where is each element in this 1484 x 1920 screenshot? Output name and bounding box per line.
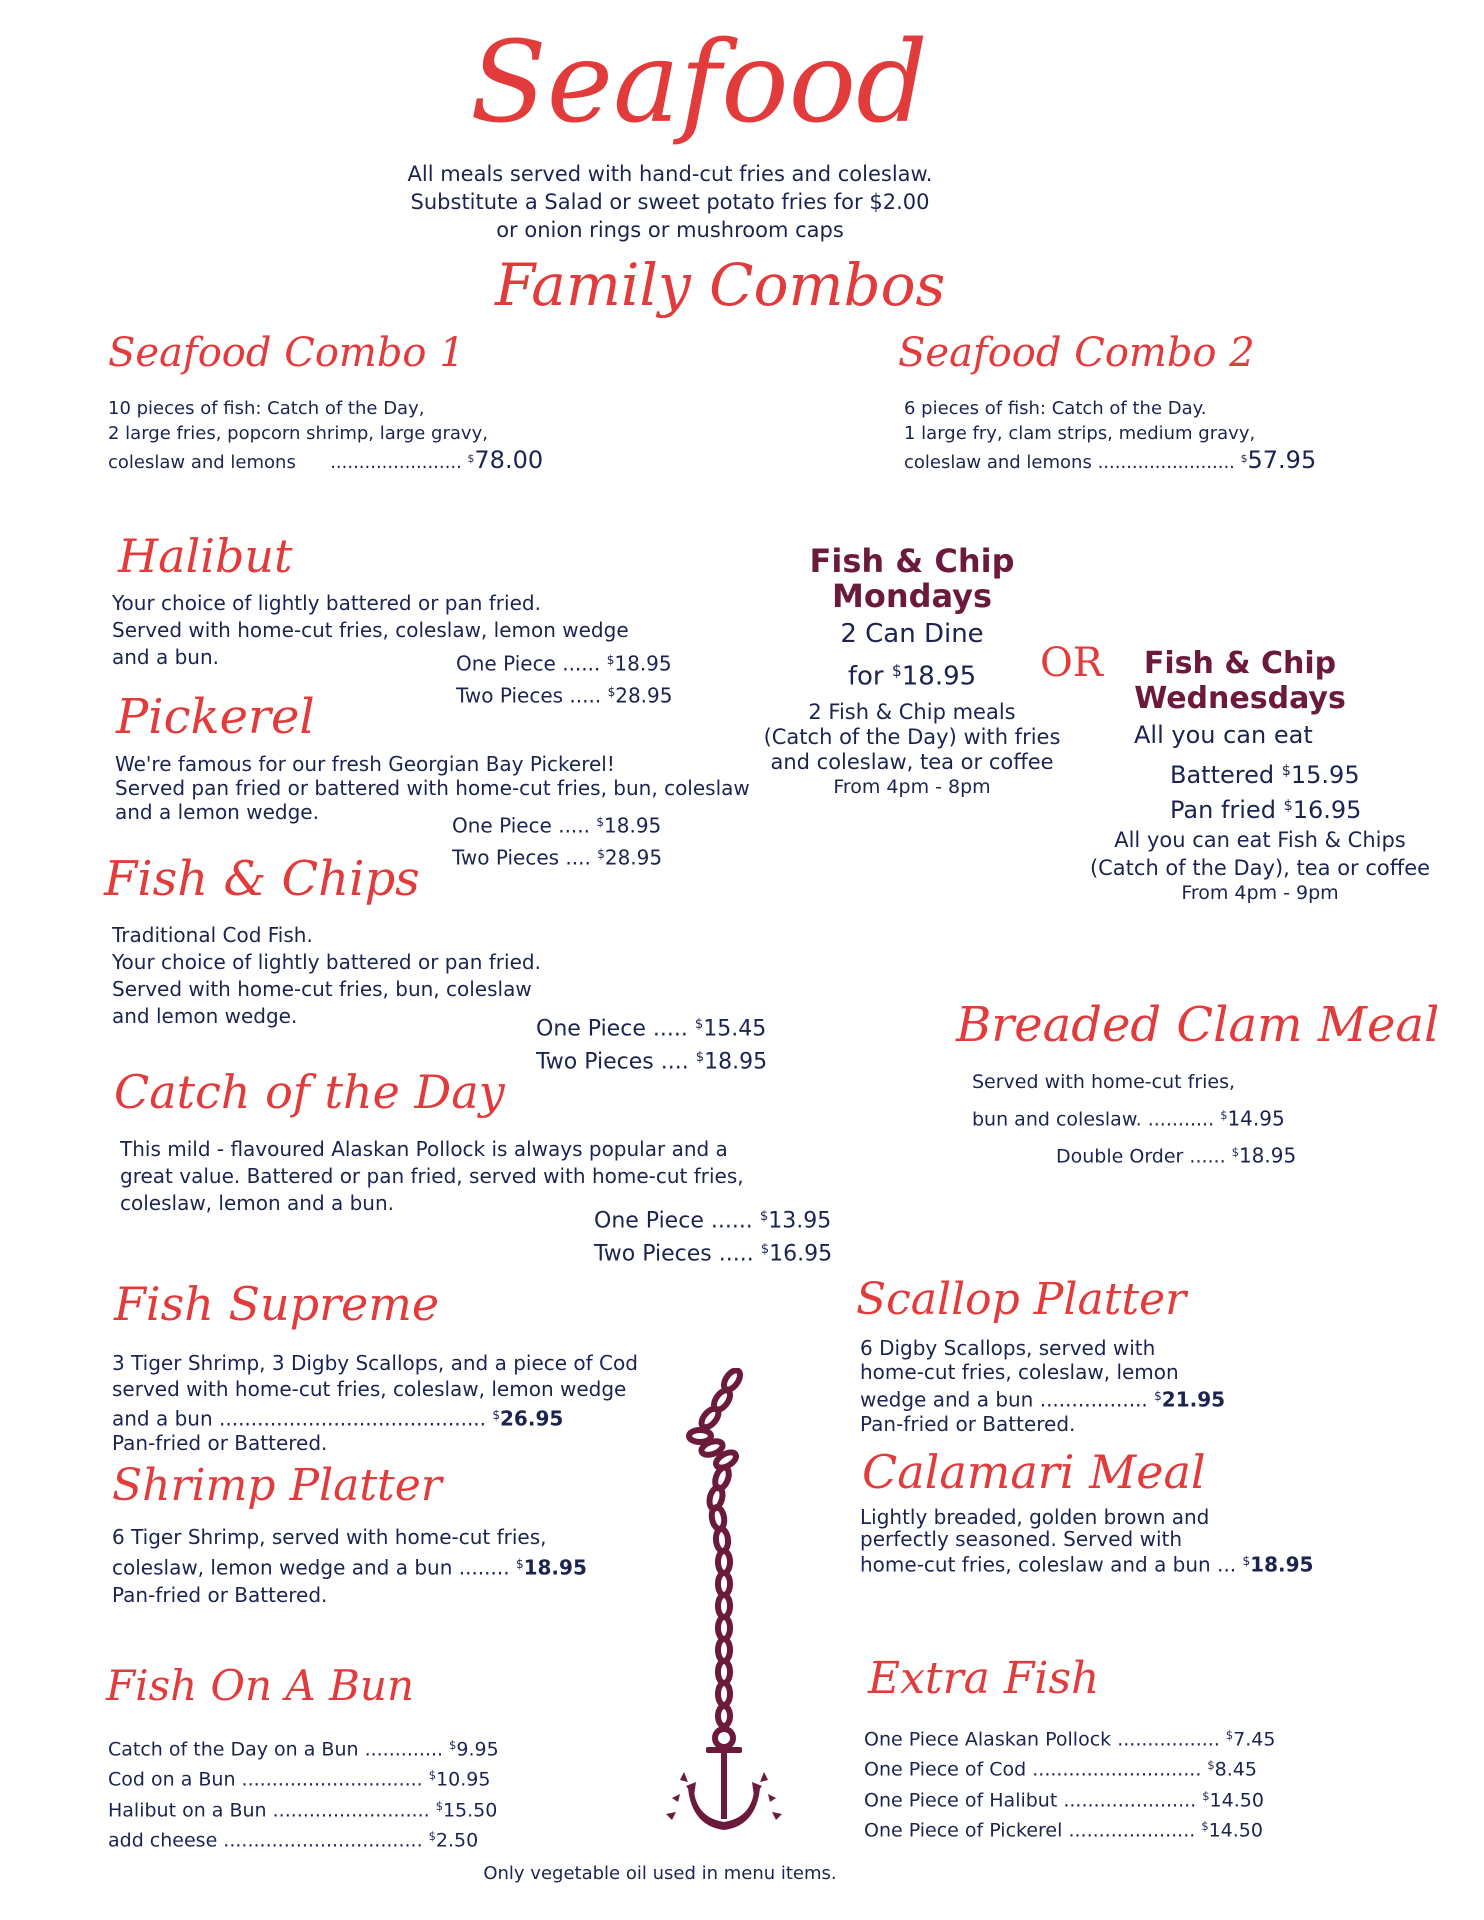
mondays-price: 18.95 — [901, 661, 977, 692]
description-line — [112, 1551, 587, 1582]
description-text: bun and coleslaw. ........... — [972, 1108, 1215, 1131]
title-line: Fish & Chip — [1143, 646, 1337, 681]
currency-symbol: $ — [1202, 1788, 1210, 1803]
price-value: 16.95 — [769, 1241, 833, 1267]
currency-symbol: $ — [1154, 1389, 1162, 1403]
currency-symbol: $ — [428, 1768, 437, 1783]
description-line — [972, 1136, 1296, 1173]
or-label: OR — [1040, 640, 1103, 686]
currency-symbol: $ — [695, 1050, 705, 1066]
title-line: Wednesdays — [1134, 681, 1346, 716]
description-line: 3 Tiger Shrimp, 3 Digby Scallops, and a piece of Cod — [112, 1351, 638, 1375]
title-line: Fish & Chip — [809, 542, 1015, 580]
description-line: 10 pieces of fish: Catch of the Day, — [108, 398, 425, 419]
halibut-title: Halibut — [118, 529, 293, 583]
item-price: 2.50 — [435, 1829, 479, 1852]
double-order-label: Double Order ...... — [1056, 1145, 1226, 1168]
description-line: perfectly seasoned. Served with — [860, 1527, 1183, 1551]
currency-symbol: $ — [449, 1738, 457, 1752]
price-value: 15.45 — [703, 1016, 767, 1042]
price-row — [456, 678, 672, 710]
description-line: and a lemon wedge. — [115, 800, 319, 824]
fish-chips-title: Fish & Chips — [104, 851, 420, 907]
description-line: Pan-fried or Battered. — [112, 1430, 328, 1455]
price-value: 16.95 — [1292, 795, 1362, 824]
description-line: home-cut fries, coleslaw, lemon — [860, 1360, 1179, 1384]
bun-list — [108, 1732, 499, 1853]
description-line: Your choice of lightly battered or pan fried. — [112, 591, 541, 615]
fish-chips-prices — [536, 1010, 767, 1077]
wednesdays-details — [1060, 826, 1460, 904]
clam-price: 14.95 — [1227, 1106, 1285, 1131]
currency-symbol: $ — [759, 1209, 769, 1224]
price-value: 18.95 — [604, 813, 662, 838]
description-text: coleslaw and lemons — [904, 451, 1092, 473]
combo1-price: 78.00 — [474, 445, 544, 474]
price-value: 28.95 — [615, 683, 673, 708]
description-line: 1 large fry, clam strips, medium gravy, — [904, 423, 1256, 444]
currency-symbol: $ — [597, 846, 605, 861]
currency-symbol: $ — [1240, 452, 1248, 465]
item-price: 10.95 — [436, 1768, 491, 1791]
description-line: Pan-fried or Battered. — [860, 1411, 1076, 1436]
wednesdays-title — [1120, 646, 1360, 716]
item-label: One Piece Alaskan Pollock ................. — [864, 1728, 1220, 1751]
pickerel-title: Pickerel — [116, 689, 315, 745]
item-price: 7.45 — [1233, 1728, 1276, 1751]
mondays-special — [742, 544, 1082, 800]
description-line — [904, 446, 1316, 475]
price-value: 18.95 — [704, 1049, 768, 1075]
description-line: Lightly breaded, golden brown and — [860, 1505, 1210, 1529]
supreme-price: 26.95 — [500, 1406, 564, 1431]
list-item — [108, 1762, 499, 1792]
currency-symbol: $ — [435, 1798, 443, 1813]
currency-symbol: $ — [1231, 1145, 1239, 1160]
extra-list — [864, 1722, 1275, 1843]
anchor-svg — [650, 1368, 800, 1838]
list-item — [108, 1823, 499, 1853]
description-text: coleslaw, lemon wedge and a bun ........ — [112, 1555, 510, 1580]
shrimp-description — [112, 1524, 587, 1609]
deal-line — [742, 653, 1082, 696]
list-item — [108, 1732, 499, 1762]
fish-chips-description — [112, 922, 541, 1030]
item-price: 14.50 — [1209, 1788, 1264, 1811]
detail-line: All you can eat Fish & Chips — [1114, 828, 1406, 852]
section-subtitle: Family Combos — [495, 251, 946, 319]
currency-symbol: $ — [1283, 797, 1293, 814]
description-line: We're famous for our fresh Georgian Bay Pickerel! — [115, 752, 615, 776]
detail-line: From 4pm - 8pm — [833, 775, 991, 798]
description-line: 6 Tiger Shrimp, served with home-cut fries, — [112, 1525, 547, 1549]
description-line: Served with home-cut fries, bun, coleslaw — [112, 977, 532, 1001]
description-line: This mild - flavoured Alaskan Pollock is always popular and a — [120, 1137, 728, 1161]
price-row — [536, 1010, 767, 1043]
price-row — [536, 1043, 767, 1076]
currency-symbol: $ — [596, 815, 605, 829]
mondays-deal — [742, 616, 1082, 696]
description-text: home-cut fries, coleslaw and a bun ... — [860, 1552, 1237, 1577]
deal-line: 2 Can Dine — [840, 619, 984, 649]
price-label: Two Pieces ..... — [456, 683, 602, 708]
calamari-price: 18.95 — [1250, 1552, 1314, 1577]
calamari-title: Calamari Meal — [862, 1445, 1206, 1499]
description-line: 6 pieces of fish: Catch of the Day. — [904, 398, 1207, 419]
price-row — [1170, 791, 1361, 826]
price-label: One Piece ...... — [594, 1208, 753, 1234]
halibut-prices — [456, 646, 672, 709]
clam-title: Breaded Clam Meal — [956, 997, 1440, 1053]
footer-note: Only vegetable oil used in menu items. — [483, 1863, 837, 1884]
description-line: 6 Digby Scallops, served with — [860, 1336, 1156, 1360]
description-line: coleslaw, lemon and a bun. — [120, 1191, 395, 1215]
mondays-details — [742, 700, 1082, 800]
item-price: 9.95 — [456, 1738, 499, 1761]
description-line: Traditional Cod Fish. — [112, 923, 313, 947]
currency-symbol: $ — [1201, 1818, 1209, 1833]
catch-day-prices — [594, 1202, 832, 1269]
currency-symbol: $ — [1207, 1758, 1215, 1773]
price-label: One Piece ..... — [536, 1016, 688, 1042]
list-item — [864, 1722, 1275, 1752]
list-item — [864, 1783, 1275, 1813]
list-item — [864, 1752, 1275, 1782]
price-label: Two Pieces .... — [536, 1049, 689, 1075]
wednesdays-tagline: All you can eat — [1134, 721, 1313, 749]
item-label: One Piece of Cod ............................ — [864, 1758, 1202, 1781]
description-line: Served pan fried or battered with home-cut fries, bun, coleslaw — [115, 776, 750, 800]
item-label: add cheese ................................. — [108, 1829, 423, 1852]
wednesdays-prices — [1170, 756, 1361, 826]
price-value: 28.95 — [604, 845, 663, 870]
pickerel-prices — [452, 808, 662, 871]
catch-day-title: Catch of the Day — [114, 1065, 505, 1119]
intro-text — [330, 160, 1010, 244]
price-row — [594, 1235, 832, 1268]
description-text: and a bun .......................................... — [112, 1406, 487, 1431]
anchor-with-chain-icon — [650, 1368, 800, 1838]
title-line: Mondays — [831, 577, 993, 615]
currency-symbol: $ — [891, 662, 902, 680]
price-label: Battered — [1170, 760, 1282, 789]
item-label: Catch of the Day on a Bun ............. — [108, 1738, 444, 1761]
scallop-description — [860, 1336, 1225, 1436]
scallop-title: Scallop Platter — [856, 1274, 1187, 1325]
price-leader: ........................ — [1097, 451, 1235, 473]
calamari-description — [860, 1506, 1313, 1576]
currency-symbol: $ — [467, 452, 475, 465]
intro-line: Substitute a Salad or sweet potato fries for $2.00 — [410, 190, 930, 214]
description-line — [860, 1384, 1225, 1412]
price-row — [452, 808, 662, 840]
description-line — [860, 1550, 1313, 1576]
shrimp-price: 18.95 — [523, 1555, 587, 1580]
detail-line: 2 Fish & Chip meals — [808, 699, 1016, 724]
currency-symbol: $ — [606, 653, 615, 667]
detail-line: and coleslaw, tea or coffee — [770, 749, 1054, 774]
supreme-description — [112, 1350, 638, 1454]
scallop-price: 21.95 — [1161, 1387, 1226, 1412]
extra-title: Extra Fish — [868, 1653, 1100, 1704]
combo2-title: Seafood Combo 2 — [898, 330, 1255, 376]
item-label: Halibut on a Bun .......................... — [108, 1798, 430, 1821]
shrimp-title: Shrimp Platter — [112, 1460, 442, 1511]
description-line — [972, 1099, 1296, 1136]
description-line: and a bun. — [112, 645, 220, 669]
combo2-price: 57.95 — [1247, 445, 1317, 474]
page-title: Seafood — [470, 18, 928, 148]
item-price: 8.45 — [1214, 1758, 1257, 1781]
clam-description — [972, 1066, 1296, 1174]
combo1-description — [108, 396, 543, 475]
currency-symbol: $ — [694, 1017, 704, 1032]
item-label: Cod on a Bun .............................. — [108, 1768, 423, 1791]
price-row — [1170, 756, 1361, 791]
list-item — [864, 1813, 1275, 1843]
combo1-title: Seafood Combo 1 — [108, 330, 465, 376]
currency-symbol: $ — [1281, 763, 1291, 779]
price-row — [456, 646, 672, 678]
price-value: 15.95 — [1290, 760, 1360, 789]
detail-line: From 4pm - 9pm — [1181, 882, 1339, 904]
list-item — [108, 1793, 499, 1823]
description-line: served with home-cut fries, coleslaw, lemon wedge — [112, 1377, 627, 1401]
description-line: Pan-fried or Battered. — [112, 1582, 328, 1607]
description-text: wedge and a bun ................. — [860, 1387, 1148, 1412]
price-label: One Piece ...... — [456, 651, 601, 676]
mondays-title — [742, 544, 1082, 614]
price-value: 18.95 — [614, 651, 672, 676]
description-line: and lemon wedge. — [112, 1004, 298, 1028]
currency-symbol: $ — [428, 1828, 436, 1843]
item-price: 14.50 — [1208, 1819, 1263, 1842]
currency-symbol: $ — [492, 1408, 501, 1422]
intro-line: All meals served with hand-cut fries and coleslaw. — [407, 162, 933, 186]
item-price: 15.50 — [442, 1798, 498, 1821]
description-line: Your choice of lightly battered or pan fried. — [112, 950, 541, 974]
supreme-title: Fish Supreme — [114, 1277, 440, 1331]
clam-double-price: 18.95 — [1238, 1143, 1297, 1168]
currency-symbol: $ — [515, 1557, 524, 1571]
price-leader: ....................... — [330, 451, 462, 473]
price-label: Pan fried — [1170, 795, 1284, 824]
detail-line: (Catch of the Day), tea or coffee — [1089, 856, 1431, 880]
description-line: Served with home-cut fries, — [972, 1071, 1236, 1093]
item-label: One Piece of Halibut ...................... — [864, 1788, 1197, 1811]
price-row — [594, 1202, 832, 1235]
currency-symbol: $ — [1225, 1728, 1234, 1742]
description-line: 2 large fries, popcorn shrimp, large gravy, — [108, 423, 488, 444]
detail-line: (Catch of the Day) with fries — [763, 724, 1061, 749]
currency-symbol: $ — [760, 1242, 770, 1258]
price-row — [452, 840, 662, 872]
description-line: great value. Battered or pan fried, served with home-cut fries, — [120, 1164, 744, 1188]
description-text: coleslaw and lemons — [108, 451, 296, 473]
intro-line: or onion rings or mushroom caps — [496, 218, 844, 242]
currency-symbol: $ — [1242, 1554, 1251, 1568]
bun-title: Fish On A Bun — [106, 1661, 415, 1710]
price-label: Two Pieces ..... — [594, 1241, 754, 1267]
item-label: One Piece of Pickerel ..................... — [864, 1819, 1196, 1842]
combo2-description — [904, 396, 1316, 475]
price-label: One Piece ..... — [452, 813, 591, 838]
description-line: Served with home-cut fries, coleslaw, lemon wedge — [112, 618, 629, 642]
description-line — [112, 1402, 638, 1432]
price-value: 13.95 — [768, 1208, 832, 1234]
price-label: Two Pieces .... — [452, 845, 591, 870]
currency-symbol: $ — [607, 684, 616, 699]
currency-symbol: $ — [1220, 1108, 1228, 1122]
description-line — [108, 446, 543, 475]
deal-prefix: for — [847, 661, 892, 692]
